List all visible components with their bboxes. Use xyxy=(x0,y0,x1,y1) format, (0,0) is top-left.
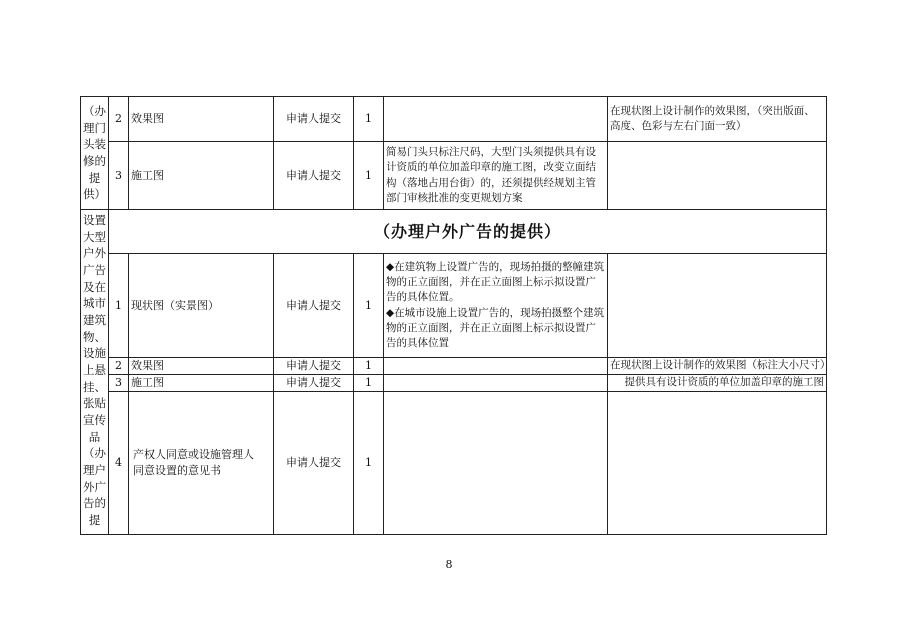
material-copies: 1 xyxy=(354,142,384,210)
table-row xyxy=(81,358,827,375)
page-number: 8 xyxy=(445,558,453,571)
material-table xyxy=(80,96,831,535)
material-name: 现状图（实景图） xyxy=(129,254,274,358)
material-source: 申请人提交 xyxy=(274,142,354,210)
table-row xyxy=(81,210,827,254)
material-description: 简易门头只标注尺码，大型门头须提供具有设计资质的单位加盖印章的施工图，改变立面结构（落地占用台街）的，还须提供经规划主管部门审核批准的变更规划方案 xyxy=(384,142,608,210)
table-row xyxy=(81,254,827,358)
material-source: 申请人提交 xyxy=(274,392,354,535)
row-number: 2 xyxy=(109,97,129,142)
material-description: ◆在建筑物上设置广告的，现场拍摄的整幢建筑物的正立面图，并在正立面图上标示拟设置广告的具体位置。 ◆在城市设施上设置广告的，现场拍摄整个建筑物的正立面图，并在正立面图上标示拟设置广告的具体位置 xyxy=(384,254,608,358)
material-source: 申请人提交 xyxy=(274,375,354,392)
material-remark xyxy=(608,254,827,358)
material-copies: 1 xyxy=(354,97,384,142)
material-remark: 在现状图上设计制作的效果图（标注大小尺寸） xyxy=(608,358,827,375)
category-cell: （办理门头装修的提供） xyxy=(81,97,109,210)
material-name: 产权人同意或设施管理人同意设置的意见书 xyxy=(129,392,274,535)
material-remark xyxy=(608,142,827,210)
table-row xyxy=(81,142,827,210)
table-row xyxy=(81,375,827,392)
material-remark xyxy=(608,392,827,535)
material-copies: 1 xyxy=(354,392,384,535)
material-copies: 1 xyxy=(354,375,384,392)
material-copies: 1 xyxy=(354,358,384,375)
row-number: 2 xyxy=(109,358,129,375)
material-source: 申请人提交 xyxy=(274,254,354,358)
row-number: 1 xyxy=(109,254,129,358)
material-name: 效果图 xyxy=(129,358,274,375)
row-number: 4 xyxy=(109,392,129,535)
material-remark: 在现状图上设计制作的效果图，（突出版面、高度、色彩与左右门面一致） xyxy=(608,97,827,142)
material-name: 施工图 xyxy=(129,142,274,210)
row-number: 3 xyxy=(109,375,129,392)
category-cell: 设置大型户外广告及在城市建筑物、设施上悬挂、张贴宣传品（办理户外广告的提 xyxy=(81,210,109,535)
material-description xyxy=(384,358,608,375)
material-copies: 1 xyxy=(354,254,384,358)
material-source: 申请人提交 xyxy=(274,358,354,375)
material-description xyxy=(384,97,608,142)
row-number: 3 xyxy=(109,142,129,210)
section-title: （办理户外广告的提供） xyxy=(109,210,827,254)
material-description xyxy=(384,392,608,535)
material-description xyxy=(384,375,608,392)
material-name: 效果图 xyxy=(129,97,274,142)
material-name: 施工图 xyxy=(129,375,274,392)
material-source: 申请人提交 xyxy=(274,97,354,142)
material-remark: 提供具有设计资质的单位加盖印章的施工图 xyxy=(608,375,827,392)
table-row xyxy=(81,392,827,535)
table-row xyxy=(81,97,827,142)
